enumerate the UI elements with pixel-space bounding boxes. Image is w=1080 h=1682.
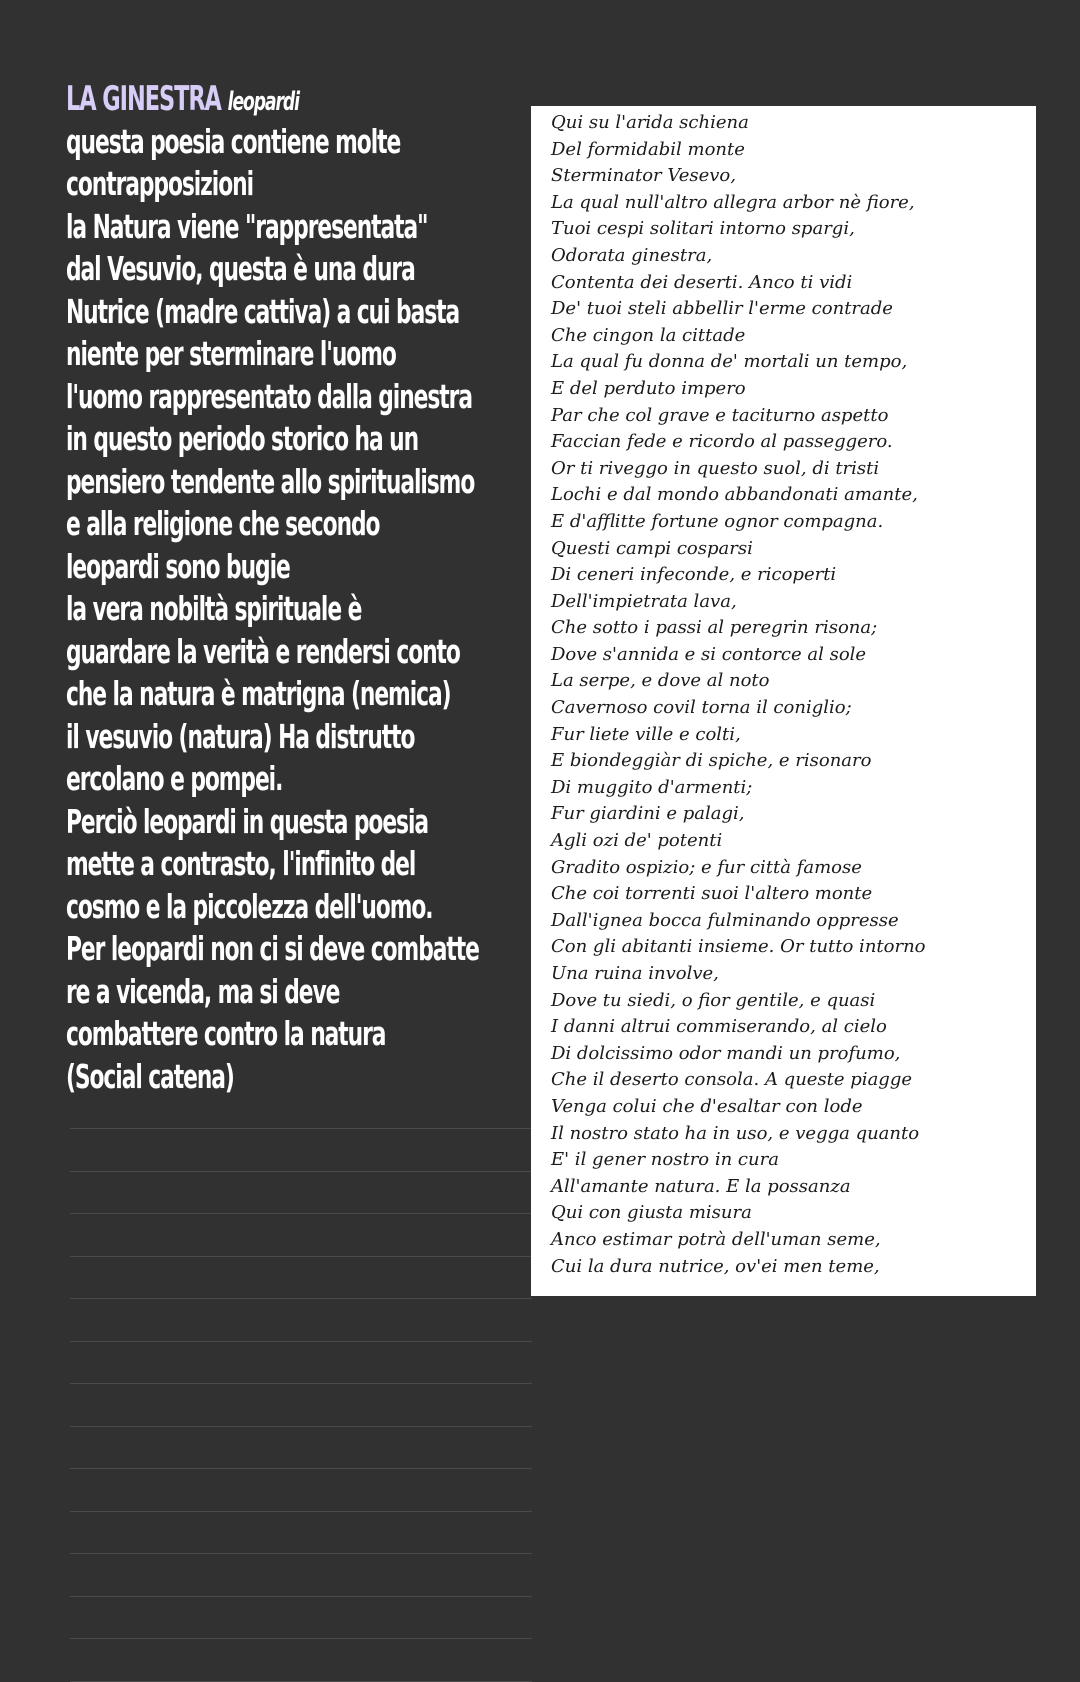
ruled-line	[70, 1638, 532, 1639]
ruled-line	[70, 1128, 532, 1129]
poem-line: Tuoi cespi solitari intorno spargi,	[551, 218, 855, 240]
note-line: leopardi sono bugie	[66, 546, 290, 586]
poem-line: Di muggito d'armenti;	[551, 776, 753, 798]
poem-line: Cui la dura nutrice, ov'ei men teme,	[551, 1255, 880, 1277]
poem-line: All'amante natura. E la possanza	[551, 1175, 851, 1197]
ruled-line	[70, 1383, 532, 1384]
poem-line: Dell'impietrata lava,	[551, 590, 737, 612]
ruled-line	[70, 1213, 532, 1214]
poem-line: Venga colui che d'esaltar con lode	[551, 1095, 863, 1117]
poem-line: Anco estimar potrà dell'uman seme,	[551, 1228, 881, 1250]
poem-line: Che coi torrenti suoi l'altero monte	[551, 883, 873, 905]
notes-title	[66, 78, 376, 121]
poem-line: La qual null'altro allegra arbor nè fiore,	[551, 191, 915, 213]
poem-line: La serpe, e dove al noto	[551, 670, 770, 692]
note-line: il vesuvio (natura) Ha distrutto	[66, 716, 415, 756]
ruled-line	[70, 1341, 532, 1342]
poem-line: E del perduto impero	[551, 377, 746, 399]
ruled-line	[70, 1171, 532, 1172]
poem-line: Una ruina involve,	[551, 963, 719, 984]
note-line: guardare la verità e rendersi conto	[66, 631, 460, 671]
ruled-line	[70, 1596, 532, 1597]
poem-line: Dove s'annida e si contorce al sole	[551, 643, 867, 665]
poem-line: Par che col grave e taciturno aspetto	[551, 404, 889, 426]
notes-title-author: leopardi	[227, 87, 299, 117]
handwritten-notes	[66, 78, 536, 1098]
poem-line: E' il gener nostro in cura	[551, 1149, 779, 1171]
poem-line: Cavernoso covil torna il coniglio;	[551, 697, 852, 719]
note-line: (Social catena)	[66, 1056, 234, 1096]
poem-line: Che sotto i passi al peregrin risona;	[551, 617, 878, 639]
poem-text	[551, 110, 926, 1280]
note-line: Perciò leopardi in questa poesia	[66, 801, 429, 841]
note-line: combattere contro la natura	[66, 1014, 386, 1053]
poem-line: Che cingon la cittade	[551, 324, 746, 346]
ruled-line	[70, 1298, 532, 1299]
note-line: Nutrice (madre cattiva) a cui basta	[66, 291, 460, 331]
ruled-line	[70, 1511, 532, 1512]
note-line: la vera nobiltà spirituale è	[66, 589, 362, 628]
poem-line: La qual fu donna de' mortali un tempo,	[551, 351, 908, 373]
note-line: la Natura viene "rappresentata"	[66, 206, 428, 246]
poem-line: Qui con giusta misura	[551, 1202, 752, 1224]
poem-line: Lochi e dal mondo abbandonati amante,	[551, 484, 918, 506]
note-line: ercolano e pompei.	[66, 759, 283, 798]
poem-line: Agli ozi de' potenti	[551, 830, 723, 852]
poem-line: Sterminator Vesevo,	[551, 165, 736, 187]
poem-line: Contenta dei deserti. Anco ti vidi	[551, 271, 853, 293]
note-line: questa poesia contiene molte	[66, 121, 401, 161]
note-line: che la natura è matrigna (nemica)	[66, 674, 451, 713]
poem-line: Che il deserto consola. A queste piagge	[551, 1069, 912, 1091]
note-line: dal Vesuvio, questa è una dura	[66, 249, 415, 288]
notes-title-main: LA GINESTRA	[66, 79, 221, 119]
poem-line: Fur liete ville e colti,	[551, 723, 741, 745]
notes-body	[66, 121, 536, 1099]
note-line: cosmo e la piccolezza dell'uomo.	[66, 886, 433, 926]
note-line: pensiero tendente allo spiritualismo	[66, 461, 475, 501]
poem-line: Faccian fede e ricordo al passeggero.	[551, 431, 893, 453]
ruled-line	[70, 1553, 532, 1554]
poem-line: I danni altrui commiserando, al cielo	[551, 1016, 887, 1038]
ruled-line	[70, 1468, 532, 1469]
note-line: Per leopardi non ci si deve combatte	[66, 929, 479, 968]
poem-line: E d'afflitte fortune ognor compagna.	[551, 510, 884, 532]
poem-line: Con gli abitanti insieme. Or tutto intorno	[551, 936, 926, 958]
note-line: niente per sterminare l'uomo	[66, 334, 396, 373]
note-line: e alla religione che secondo	[66, 504, 380, 543]
ruled-line	[70, 1256, 532, 1257]
note-line: mette a contrasto, l'infinito del	[66, 844, 416, 883]
poem-line: Questi campi cosparsi	[551, 537, 753, 559]
poem-line: De' tuoi steli abbellir l'erme contrade	[551, 298, 893, 320]
poem-line: Fur giardini e palagi,	[551, 803, 745, 825]
poem-panel	[531, 106, 1036, 1296]
poem-line: Gradito ospizio; e fur città famose	[551, 856, 862, 878]
poem-line: Il nostro stato ha in uso, e vegga quanto	[551, 1122, 920, 1144]
poem-line: Qui su l'arida schiena	[551, 112, 749, 133]
poem-line: Or ti riveggo in questo suol, di tristi	[551, 457, 880, 479]
poem-line: Di ceneri infeconde, e ricoperti	[551, 564, 837, 586]
poem-line: E biondeggiàr di spiche, e risonaro	[551, 750, 872, 772]
ruled-line	[70, 1426, 532, 1427]
poem-line: Dall'ignea bocca fulminando oppresse	[551, 909, 899, 931]
poem-line: Del formidabil monte	[551, 138, 745, 160]
note-line: in questo periodo storico ha un	[66, 419, 419, 458]
note-line: contrapposizioni	[66, 164, 253, 203]
ruled-line	[70, 1681, 532, 1682]
note-line: l'uomo rappresentato dalla ginestra	[66, 376, 472, 416]
poem-line: Dove tu siedi, o fior gentile, e quasi	[551, 989, 876, 1011]
note-line: re a vicenda, ma si deve	[66, 971, 340, 1011]
poem-line: Di dolcissimo odor mandi un profumo,	[551, 1042, 901, 1064]
poem-line: Odorata ginestra,	[551, 244, 713, 266]
